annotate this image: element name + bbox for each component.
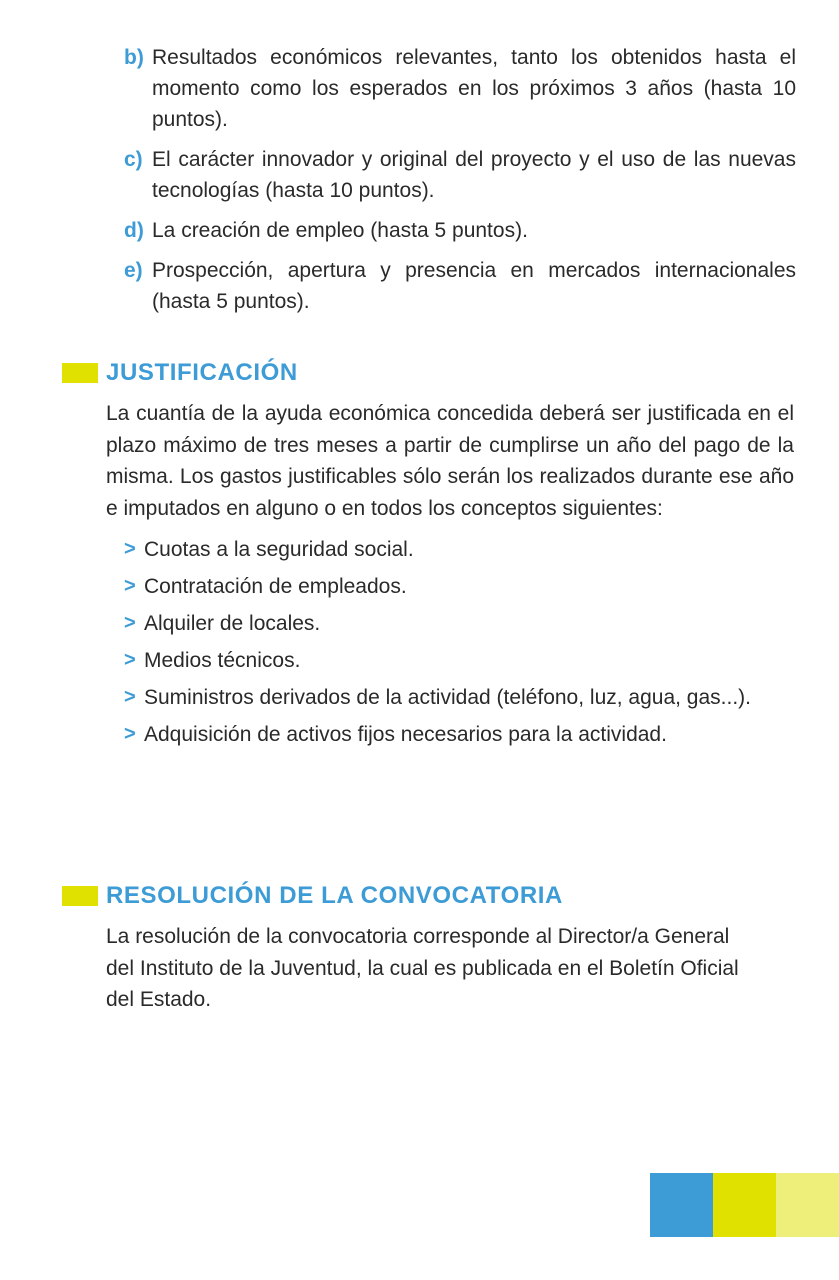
list-item-text: Suministros derivados de la actividad (teléfono, luz, agua, gas...). [144,686,751,709]
section-paragraph: La resolución de la convocatoria corresponde al Director/a General del Instituto de la Juventud, la cual es publicada en el Boletín Oficial del Estado. [106,925,739,1011]
list-item-text: Contratación de empleados. [144,575,407,598]
list-item [124,608,794,639]
yellow-square-icon [62,363,98,383]
criteria-letter: c) [124,148,143,171]
criteria-item [124,215,796,246]
list-item-text: Adquisición de activos fijos necesarios para la actividad. [144,723,667,746]
criteria-list [124,42,796,326]
section-paragraph: La cuantía de la ayuda económica concedida deberá ser justificada en el plazo máximo de tres meses a partir de cumplirse un año del pago de la misma. Los gastos justificables sólo serán los realizados durante ese año e imputados en alguno o en todos los conceptos siguientes: [106,402,794,520]
list-item [124,534,794,565]
section-title: RESOLUCIÓN DE LA CONVOCATORIA [106,882,563,909]
yellow-square-icon [62,886,98,906]
color-swatch-bar [650,1173,839,1237]
list-item-text: Medios técnicos. [144,649,301,672]
list-item [124,682,794,713]
section-resolucion [62,881,802,1016]
expense-list [124,534,794,750]
yellow-swatch [713,1173,776,1237]
criteria-item [124,42,796,135]
criteria-item [124,144,796,206]
section-title: JUSTIFICACIÓN [106,359,298,386]
criteria-text: Prospección, apertura y presencia en mercados internacionales (hasta 5 puntos). [152,259,796,313]
chevron-right-icon: > [124,649,136,671]
chevron-right-icon: > [124,575,136,597]
list-item [124,571,794,602]
light-yellow-swatch [776,1173,839,1237]
criteria-letter: b) [124,46,144,69]
criteria-letter: e) [124,259,143,282]
chevron-right-icon: > [124,612,136,634]
list-item-text: Cuotas a la seguridad social. [144,538,414,561]
section-justificacion [62,358,802,766]
criteria-text: Resultados económicos relevantes, tanto los obtenidos hasta el momento como los esperados en los próximos 3 años (hasta 10 puntos). [152,46,796,131]
criteria-item [124,255,796,317]
section-heading [62,358,802,388]
criteria-text: El carácter innovador y original del proyecto y el uso de las nuevas tecnologías (hasta 10 puntos). [152,148,796,202]
chevron-right-icon: > [124,723,136,745]
criteria-letter: d) [124,219,144,242]
chevron-right-icon: > [124,538,136,560]
section-heading [62,881,802,911]
chevron-right-icon: > [124,686,136,708]
blue-swatch [650,1173,713,1237]
list-item-text: Alquiler de locales. [144,612,321,635]
list-item [124,645,794,676]
criteria-text: La creación de empleo (hasta 5 puntos). [152,219,528,242]
list-item [124,719,794,750]
